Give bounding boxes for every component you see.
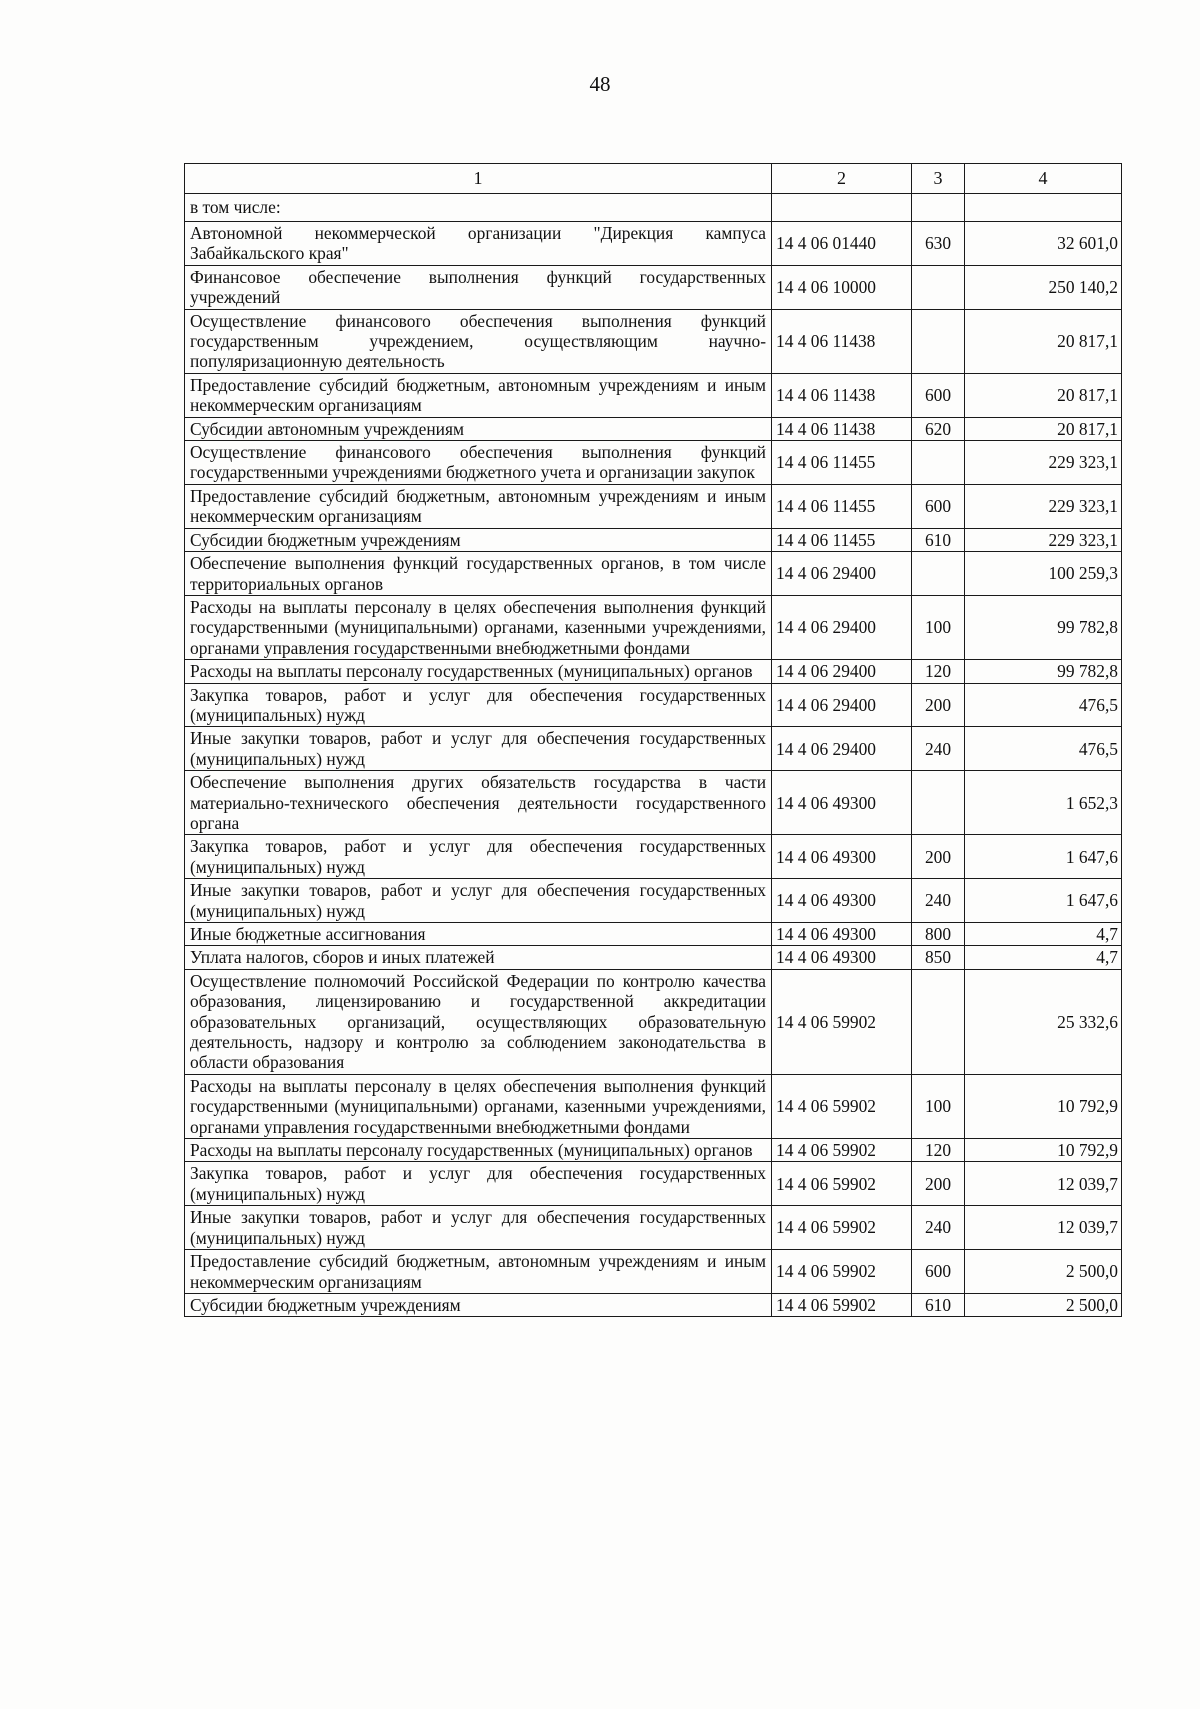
row-expense-type-cell [912,552,965,596]
row-expense-type-cell [912,441,965,485]
table-row [185,683,1122,727]
row-code-cell: 14 4 06 11455 [772,528,912,551]
row-name-cell: Обеспечение выполнения других обязательств государства в части материально-технического обеспечения деятельности государственного органа [185,771,772,835]
row-name-cell: Уплата налогов, сборов и иных платежей [185,946,772,969]
table-row [185,309,1122,373]
table-row [185,1074,1122,1138]
row-name-cell: Расходы на выплаты персоналу в целях обеспечения выполнения функций государственными (муниципальными) органами, казенными учреждениями, органами управления государственными внебюджетными фондами [185,1074,772,1138]
row-expense-type-cell: 200 [912,1162,965,1206]
row-code-cell: 14 4 06 01440 [772,222,912,266]
row-code-cell: 14 4 06 11438 [772,373,912,417]
row-code-cell: 14 4 06 11438 [772,417,912,440]
table-row [185,528,1122,551]
table-row [185,1162,1122,1206]
row-sum-cell: 250 140,2 [965,265,1122,309]
table-row [185,222,1122,266]
row-expense-type-cell: 200 [912,835,965,879]
empty-cell [772,194,912,222]
table-row [185,595,1122,659]
row-sum-cell: 476,5 [965,727,1122,771]
row-code-cell: 14 4 06 29400 [772,727,912,771]
row-name-cell: Расходы на выплаты персоналу государственных (муниципальных) органов [185,1139,772,1162]
row-sum-cell: 229 323,1 [965,441,1122,485]
table-row [185,946,1122,969]
row-sum-cell: 12 039,7 [965,1206,1122,1250]
row-code-cell: 14 4 06 59902 [772,1250,912,1294]
table-row [185,969,1122,1074]
row-code-cell: 14 4 06 59902 [772,1293,912,1316]
table-row [185,727,1122,771]
subheading-row [185,194,1122,222]
row-sum-cell: 1 647,6 [965,879,1122,923]
row-expense-type-cell: 120 [912,660,965,683]
row-sum-cell: 32 601,0 [965,222,1122,266]
table-row [185,265,1122,309]
table-row [185,879,1122,923]
table-row [185,923,1122,946]
row-sum-cell: 229 323,1 [965,484,1122,528]
column-header-1: 1 [185,164,772,194]
row-name-cell: Осуществление полномочий Российской Федерации по контролю качества образования, лицензированию и государственной аккредитации образовательных организаций, осуществляющих образовательную деятельность, надзору и контролю за соблюдением законодательства в области образования [185,969,772,1074]
table-row [185,835,1122,879]
row-sum-cell: 1 652,3 [965,771,1122,835]
page-number: 48 [589,72,611,96]
row-expense-type-cell: 600 [912,373,965,417]
row-expense-type-cell: 610 [912,1293,965,1316]
budget-table [184,163,1122,1317]
row-sum-cell: 4,7 [965,923,1122,946]
row-expense-type-cell: 600 [912,484,965,528]
row-expense-type-cell: 240 [912,879,965,923]
row-code-cell: 14 4 06 59902 [772,1074,912,1138]
row-sum-cell: 20 817,1 [965,373,1122,417]
row-sum-cell: 10 792,9 [965,1139,1122,1162]
subheading-label: в том числе: [185,194,772,222]
row-sum-cell: 476,5 [965,683,1122,727]
row-expense-type-cell [912,265,965,309]
row-expense-type-cell: 630 [912,222,965,266]
table-row [185,1250,1122,1294]
row-code-cell: 14 4 06 49300 [772,835,912,879]
row-name-cell: Расходы на выплаты персоналу в целях обеспечения выполнения функций государственными (муниципальными) органами, казенными учреждениями, органами управления государственными внебюджетными фондами [185,595,772,659]
row-sum-cell: 2 500,0 [965,1250,1122,1294]
row-name-cell: Осуществление финансового обеспечения выполнения функций государственным учреждением, осуществляющим научно-популяризационную деятельность [185,309,772,373]
row-name-cell: Закупка товаров, работ и услуг для обеспечения государственных (муниципальных) нужд [185,1162,772,1206]
row-code-cell: 14 4 06 29400 [772,595,912,659]
row-code-cell: 14 4 06 59902 [772,969,912,1074]
table-row [185,1139,1122,1162]
row-code-cell: 14 4 06 29400 [772,660,912,683]
row-expense-type-cell: 600 [912,1250,965,1294]
row-name-cell: Иные бюджетные ассигнования [185,923,772,946]
row-expense-type-cell [912,309,965,373]
row-name-cell: Предоставление субсидий бюджетным, автономным учреждениям и иным некоммерческим организациям [185,1250,772,1294]
row-code-cell: 14 4 06 49300 [772,923,912,946]
row-code-cell: 14 4 06 11455 [772,484,912,528]
row-name-cell: Расходы на выплаты персоналу государственных (муниципальных) органов [185,660,772,683]
column-header-4: 4 [965,164,1122,194]
row-sum-cell: 100 259,3 [965,552,1122,596]
table-row [185,1293,1122,1316]
row-expense-type-cell: 100 [912,595,965,659]
row-code-cell: 14 4 06 11438 [772,309,912,373]
row-code-cell: 14 4 06 49300 [772,879,912,923]
row-sum-cell: 25 332,6 [965,969,1122,1074]
row-sum-cell: 2 500,0 [965,1293,1122,1316]
row-code-cell: 14 4 06 10000 [772,265,912,309]
row-expense-type-cell [912,771,965,835]
row-code-cell: 14 4 06 49300 [772,771,912,835]
row-sum-cell: 12 039,7 [965,1162,1122,1206]
row-name-cell: Предоставление субсидий бюджетным, автономным учреждениям и иным некоммерческим организациям [185,484,772,528]
row-name-cell: Обеспечение выполнения функций государственных органов, в том числе территориальных органов [185,552,772,596]
row-name-cell: Иные закупки товаров, работ и услуг для обеспечения государственных (муниципальных) нужд [185,879,772,923]
column-header-2: 2 [772,164,912,194]
row-expense-type-cell: 120 [912,1139,965,1162]
row-name-cell: Автономной некоммерческой организации "Дирекция кампуса Забайкальского края" [185,222,772,266]
row-code-cell: 14 4 06 59902 [772,1139,912,1162]
row-sum-cell: 4,7 [965,946,1122,969]
row-code-cell: 14 4 06 59902 [772,1206,912,1250]
row-sum-cell: 99 782,8 [965,660,1122,683]
table-row [185,771,1122,835]
row-name-cell: Закупка товаров, работ и услуг для обеспечения государственных (муниципальных) нужд [185,683,772,727]
table-row [185,441,1122,485]
table-row [185,373,1122,417]
row-expense-type-cell: 620 [912,417,965,440]
row-expense-type-cell: 240 [912,727,965,771]
table-header-row [185,164,1122,194]
row-expense-type-cell [912,969,965,1074]
row-name-cell: Иные закупки товаров, работ и услуг для обеспечения государственных (муниципальных) нужд [185,727,772,771]
row-name-cell: Финансовое обеспечение выполнения функций государственных учреждений [185,265,772,309]
table-row [185,417,1122,440]
row-name-cell: Закупка товаров, работ и услуг для обеспечения государственных (муниципальных) нужд [185,835,772,879]
row-expense-type-cell: 200 [912,683,965,727]
row-code-cell: 14 4 06 59902 [772,1162,912,1206]
table-row [185,552,1122,596]
row-expense-type-cell: 850 [912,946,965,969]
row-name-cell: Предоставление субсидий бюджетным, автономным учреждениям и иным некоммерческим организациям [185,373,772,417]
row-name-cell: Субсидии автономным учреждениям [185,417,772,440]
row-expense-type-cell: 100 [912,1074,965,1138]
empty-cell [912,194,965,222]
column-header-3: 3 [912,164,965,194]
row-sum-cell: 20 817,1 [965,417,1122,440]
empty-cell [965,194,1122,222]
row-sum-cell: 20 817,1 [965,309,1122,373]
row-code-cell: 14 4 06 49300 [772,946,912,969]
row-code-cell: 14 4 06 29400 [772,683,912,727]
row-name-cell: Осуществление финансового обеспечения выполнения функций государственными учреждениями бюджетного учета и организации закупок [185,441,772,485]
row-expense-type-cell: 240 [912,1206,965,1250]
row-code-cell: 14 4 06 29400 [772,552,912,596]
row-expense-type-cell: 610 [912,528,965,551]
table-body [185,194,1122,1317]
row-code-cell: 14 4 06 11455 [772,441,912,485]
table-row [185,660,1122,683]
row-sum-cell: 229 323,1 [965,528,1122,551]
row-name-cell: Субсидии бюджетным учреждениям [185,528,772,551]
row-sum-cell: 10 792,9 [965,1074,1122,1138]
row-name-cell: Субсидии бюджетным учреждениям [185,1293,772,1316]
row-expense-type-cell: 800 [912,923,965,946]
row-sum-cell: 99 782,8 [965,595,1122,659]
table-row [185,484,1122,528]
row-name-cell: Иные закупки товаров, работ и услуг для обеспечения государственных (муниципальных) нужд [185,1206,772,1250]
row-sum-cell: 1 647,6 [965,835,1122,879]
table-row [185,1206,1122,1250]
